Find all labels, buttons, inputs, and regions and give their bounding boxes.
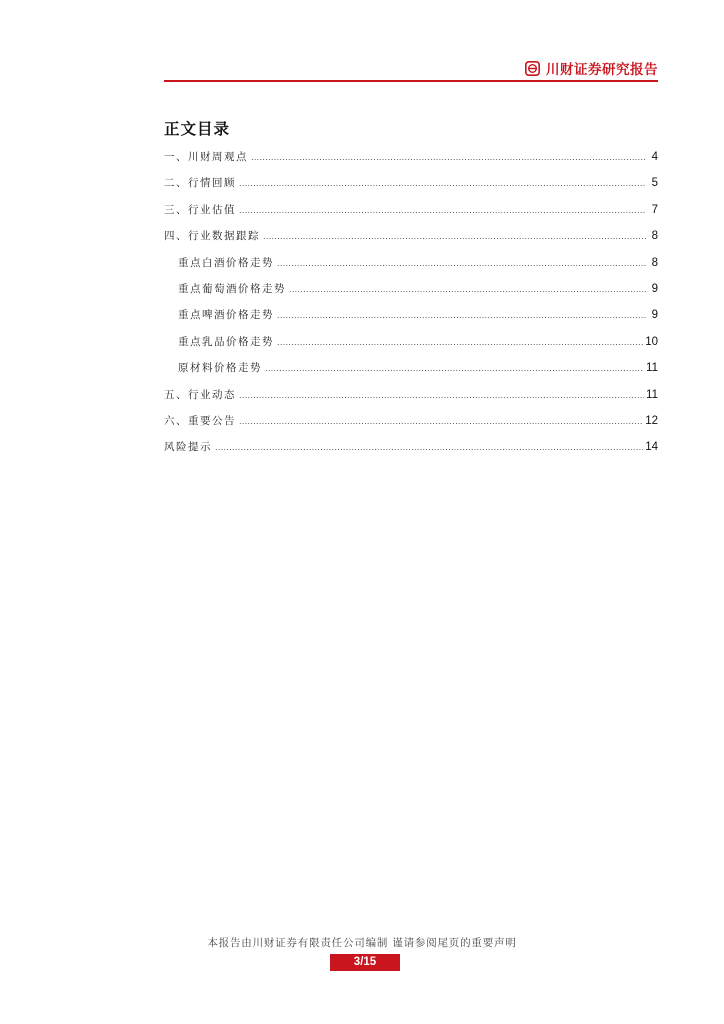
toc-item-label: 重点啤酒价格走势 [178, 309, 274, 322]
chuancai-logo-icon [525, 61, 540, 76]
toc-leader [277, 303, 646, 329]
brand [525, 58, 658, 78]
toc-item-label: 重点乳品价格走势 [178, 335, 274, 348]
toc-item-page: 9 [651, 309, 658, 322]
toc-item-label: 二、行情回顾 [164, 177, 236, 190]
toc-subitem[interactable] [164, 329, 658, 355]
toc-item[interactable] [164, 408, 658, 434]
toc-item-page: 4 [651, 151, 658, 163]
toc-item-label: 风险提示 [164, 441, 212, 454]
toc-item[interactable] [164, 223, 658, 249]
toc-leader [239, 171, 646, 197]
toc-item-label: 六、重要公告 [164, 414, 236, 427]
toc-subitem[interactable] [164, 355, 658, 381]
table-of-contents [164, 144, 658, 461]
toc-item-page: 5 [651, 177, 658, 190]
toc-item-label: 重点白酒价格走势 [178, 256, 274, 269]
toc-item-page: 12 [645, 414, 658, 427]
toc-item-page: 11 [646, 362, 658, 375]
disclaimer-note: 本报告由川财证券有限责任公司编制 谨请参阅尾页的重要声明 [207, 937, 517, 949]
toc-item-page: 8 [651, 230, 658, 243]
brand-name: 川财证券研究报告 [546, 62, 658, 78]
toc-leader [265, 356, 644, 382]
toc-item-page: 8 [651, 256, 658, 269]
toc-leader [215, 435, 643, 461]
toc-leader [239, 409, 643, 435]
toc-item-label: 三、行业估值 [164, 203, 236, 216]
toc-item[interactable] [164, 144, 658, 170]
toc-item-label: 原材料价格走势 [178, 362, 262, 375]
toc-item-page: 14 [645, 441, 658, 454]
page-number: 3/15 [330, 954, 400, 971]
toc-item[interactable] [164, 434, 658, 460]
toc-leader [263, 224, 646, 250]
toc-leader [251, 145, 646, 171]
toc-item[interactable] [164, 170, 658, 196]
toc-leader [239, 383, 644, 409]
toc-item-label: 一、川财周观点 [164, 151, 248, 163]
toc-leader [277, 251, 646, 277]
toc-leader [239, 198, 646, 224]
toc-leader [289, 277, 646, 303]
toc-item[interactable] [164, 382, 658, 408]
report-header [164, 56, 658, 82]
toc-item-label: 重点葡萄酒价格走势 [178, 282, 286, 295]
toc-item-label: 五、行业动态 [164, 388, 236, 401]
toc-item-page: 10 [645, 335, 658, 348]
toc-subitem[interactable] [164, 250, 658, 276]
toc-item-page: 7 [651, 203, 658, 216]
toc-title: 正文目录 [164, 119, 231, 138]
toc-item-page: 11 [646, 388, 658, 401]
toc-subitem[interactable] [164, 276, 658, 302]
toc-item[interactable] [164, 197, 658, 223]
toc-item-page: 9 [651, 282, 658, 295]
toc-subitem[interactable] [164, 302, 658, 328]
toc-item-label: 四、行业数据跟踪 [164, 230, 260, 243]
header-rule [164, 80, 658, 82]
toc-leader [277, 330, 643, 356]
